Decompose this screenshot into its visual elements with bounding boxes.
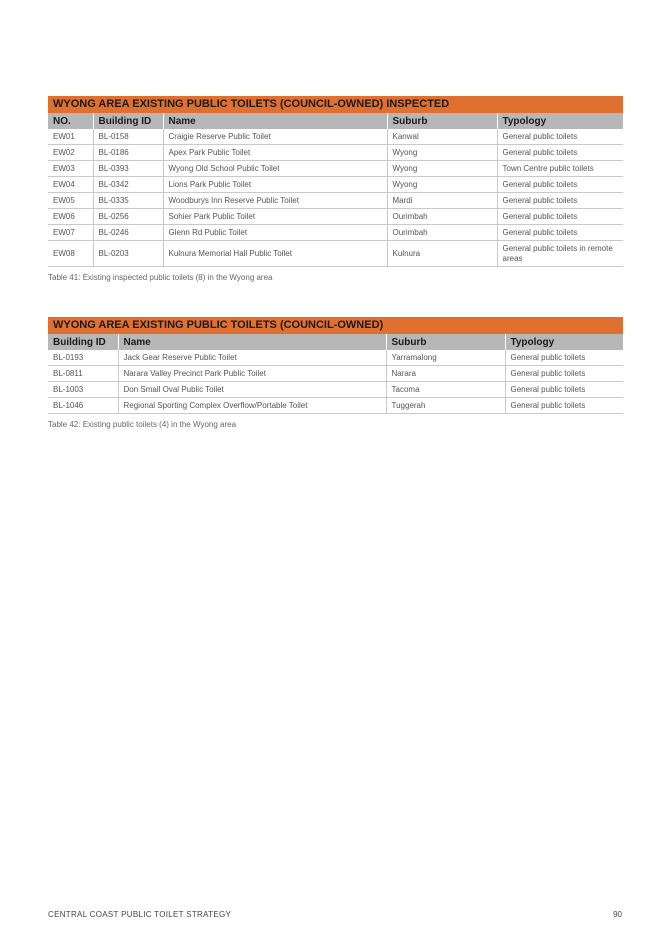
cell-name: Jack Gear Reserve Public Toilet [118,350,386,366]
cell-no: EW07 [48,225,93,241]
column-header-building-id: Building ID [48,334,118,350]
table-header-row [48,334,623,350]
cell-no: EW01 [48,129,93,145]
table-title: WYONG AREA EXISTING PUBLIC TOILETS (COUNCIL-OWNED) [48,317,623,334]
cell-name: Woodburys Inn Reserve Public Toilet [163,193,387,209]
cell-building-id: BL-0193 [48,350,118,366]
cell-no: EW02 [48,145,93,161]
existing-toilets-table [48,334,623,414]
cell-name: Wyong Old School Public Toilet [163,161,387,177]
cell-typology: General public toilets in remote areas [497,241,623,267]
table-row [48,350,623,366]
page-number: 90 [613,910,622,919]
table-caption: Table 41: Existing inspected public toilets (8) in the Wyong area [48,273,273,282]
cell-no: EW03 [48,161,93,177]
table-title: WYONG AREA EXISTING PUBLIC TOILETS (COUNCIL-OWNED) INSPECTED [48,96,623,113]
cell-name: Sohier Park Public Toilet [163,209,387,225]
cell-typology: General public toilets [497,193,623,209]
column-header-name: Name [163,113,387,129]
table-row [48,193,623,209]
cell-name: Apex Park Public Toilet [163,145,387,161]
inspected-toilets-table [48,113,623,267]
cell-building-id: BL-0186 [93,145,163,161]
cell-suburb: Ourimbah [387,209,497,225]
cell-name: Don Small Oval Public Toilet [118,382,386,398]
column-header-name: Name [118,334,386,350]
cell-building-id: BL-0246 [93,225,163,241]
cell-typology: General public toilets [505,350,623,366]
cell-suburb: Wyong [387,145,497,161]
table-header-row [48,113,623,129]
table-caption: Table 42: Existing public toilets (4) in the Wyong area [48,420,237,429]
cell-typology: General public toilets [497,177,623,193]
table-row [48,209,623,225]
cell-suburb: Tuggerah [386,398,505,414]
cell-suburb: Wyong [387,177,497,193]
cell-name: Regional Sporting Complex Overflow/Portable Toilet [118,398,386,414]
cell-typology: General public toilets [505,382,623,398]
cell-name: Narara Valley Precinct Park Public Toilet [118,366,386,382]
cell-suburb: Mardi [387,193,497,209]
cell-typology: Town Centre public toilets [497,161,623,177]
cell-typology: General public toilets [497,129,623,145]
cell-name: Lions Park Public Toilet [163,177,387,193]
table-row [48,382,623,398]
cell-name: Kulnura Memorial Hall Public Toilet [163,241,387,267]
column-header-suburb: Suburb [387,113,497,129]
table-row [48,129,623,145]
cell-typology: General public toilets [497,145,623,161]
cell-suburb: Wyong [387,161,497,177]
cell-building-id: BL-0342 [93,177,163,193]
table-row [48,161,623,177]
cell-typology: General public toilets [497,225,623,241]
cell-building-id: BL-1046 [48,398,118,414]
cell-typology: General public toilets [497,209,623,225]
cell-suburb: Yarramalong [386,350,505,366]
column-header-typology: Typology [497,113,623,129]
cell-suburb: Kanwal [387,129,497,145]
cell-building-id: BL-0158 [93,129,163,145]
inspected-toilets-table-block [48,96,623,282]
table-row [48,225,623,241]
footer-document-title: CENTRAL COAST PUBLIC TOILET STRATEGY [48,910,232,919]
table-row [48,177,623,193]
cell-suburb: Ourimbah [387,225,497,241]
existing-toilets-table-block [48,317,623,429]
cell-no: EW08 [48,241,93,267]
cell-building-id: BL-1003 [48,382,118,398]
cell-building-id: BL-0393 [93,161,163,177]
cell-suburb: Tacoma [386,382,505,398]
table-row [48,145,623,161]
cell-no: EW06 [48,209,93,225]
column-header-suburb: Suburb [386,334,505,350]
cell-building-id: BL-0256 [93,209,163,225]
cell-typology: General public toilets [505,366,623,382]
cell-suburb: Kulnura [387,241,497,267]
cell-no: EW04 [48,177,93,193]
column-header-no: NO. [48,113,93,129]
cell-no: EW05 [48,193,93,209]
table-row [48,366,623,382]
table-row [48,241,623,267]
cell-suburb: Narara [386,366,505,382]
column-header-typology: Typology [505,334,623,350]
cell-building-id: BL-0335 [93,193,163,209]
cell-name: Glenn Rd Public Toilet [163,225,387,241]
column-header-building-id: Building ID [93,113,163,129]
cell-typology: General public toilets [505,398,623,414]
cell-name: Craigie Reserve Public Toilet [163,129,387,145]
table-row [48,398,623,414]
cell-building-id: BL-0203 [93,241,163,267]
cell-building-id: BL-0811 [48,366,118,382]
